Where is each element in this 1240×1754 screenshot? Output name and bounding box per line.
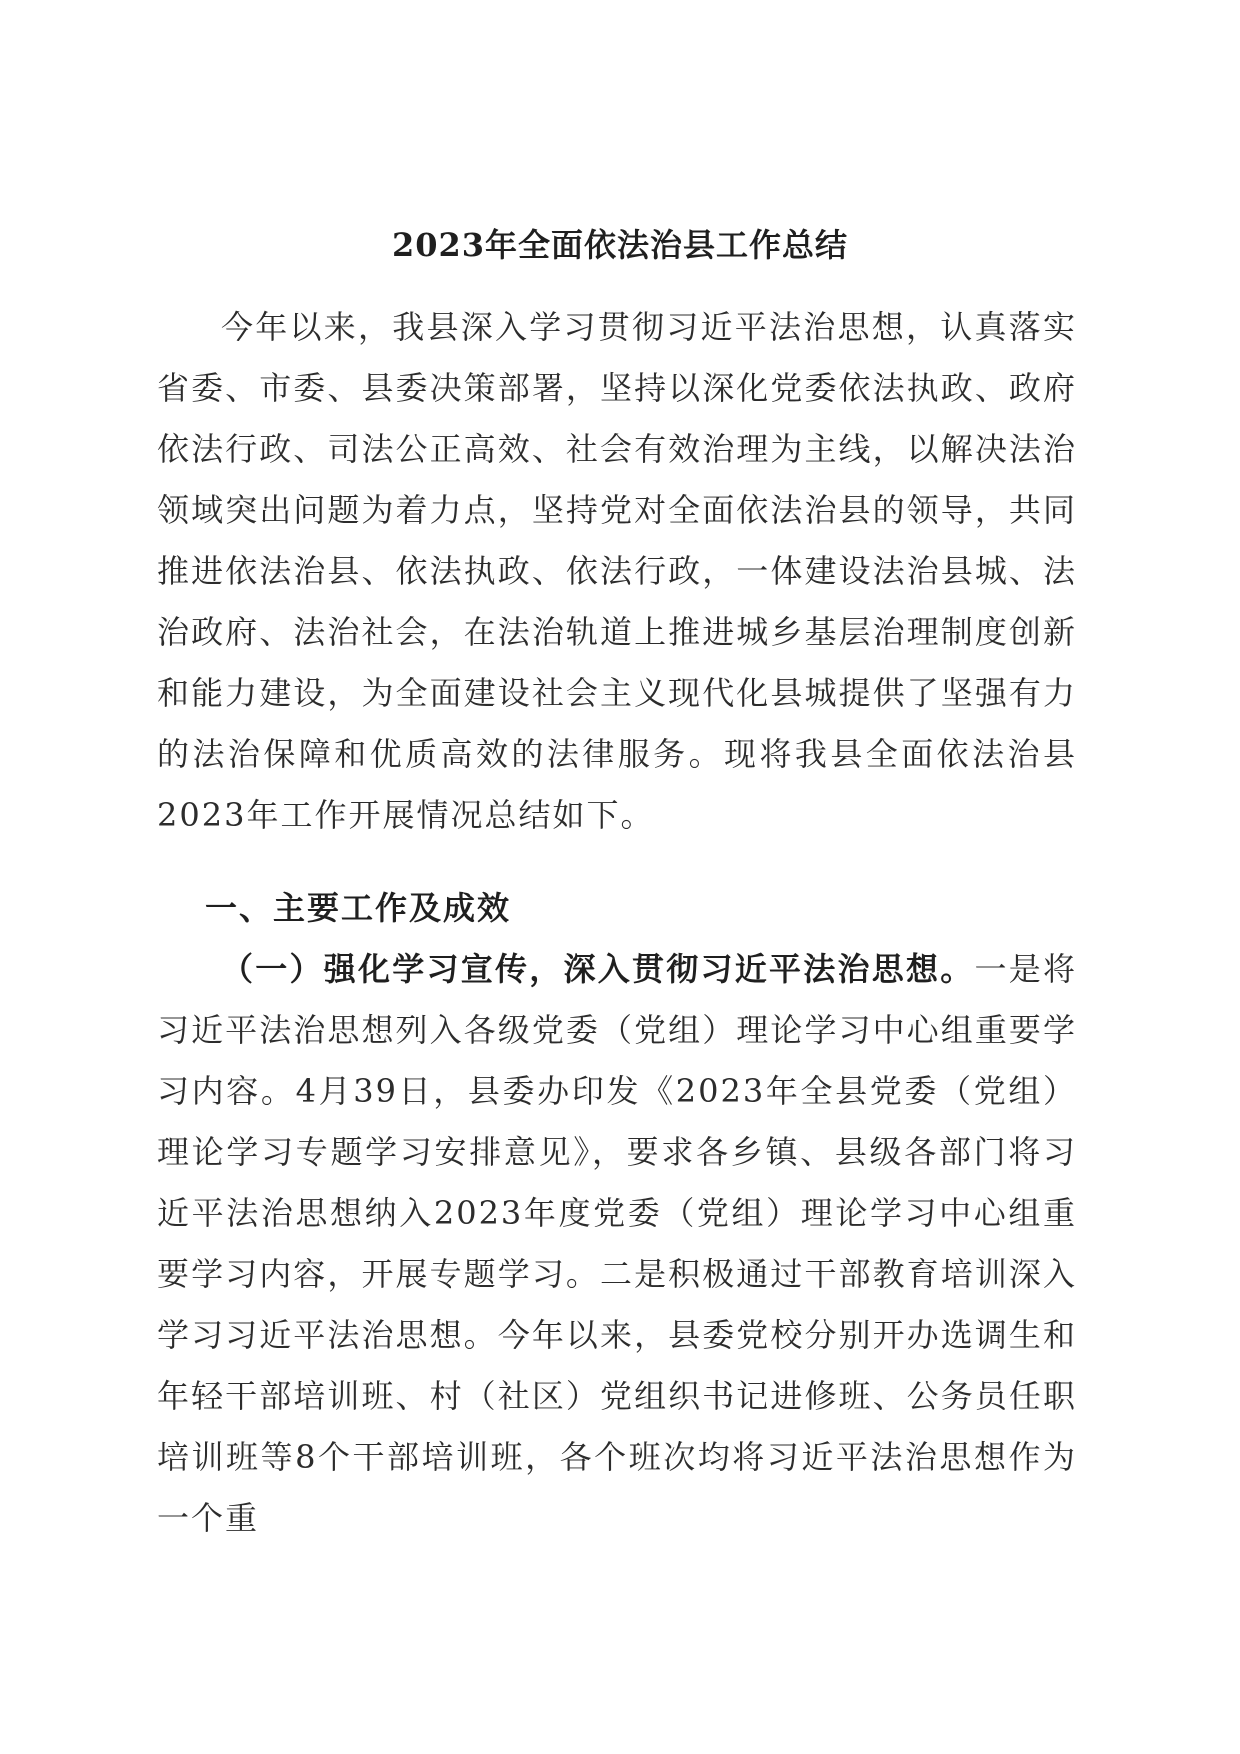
intro-paragraph: 今年以来，我县深入学习贯彻习近平法治思想，认真落实省委、市委、县委决策部署，坚持以深化党委依法执政、政府依法行政、司法公正高效、社会有效治理为主线，以解决法治领域突出问题为着力点，坚持党对全面依法治县的领导，共同推进依法治县、依法执政、依法行政，一体建设法治县城、法治政府、法治社会，在法治轨道上推进城乡基层治理制度创新和能力建设，为全面建设社会主义现代化县城提供了坚强有力的法治保障和优质高效的法律服务。现将我县全面依法治县2023年工作开展情况总结如下。: [157, 308, 1077, 834]
document-title: 2023年全面依法治县工作总结: [391, 226, 849, 264]
subsection-body: 一是将习近平法治思想列入各级党委（党组）理论学习中心组重要学习内容。4月39日，县委办印发《2023年全县党委（党组）理论学习专题学习安排意见》，要求各乡镇、县级各部门将习近平法治思想纳入2023年度党委（党组）理论学习中心组重要学习内容，开展专题学习。二是积极通过干部教育培训深入学习习近平法治思想。今年以来，县委党校分别开办选调生和年轻干部培训班、村（社区）党组织书记进修班、公务员任职培训班等8个干部培训班，各个班次均将习近平法治思想作为一个重: [157, 950, 1077, 1537]
section-heading: 一、主要工作及成效: [205, 889, 512, 927]
subsection-paragraph: [157, 939, 1077, 1549]
subsection-lead: （一）强化学习宣传，深入贯彻习近平法治思想。: [221, 950, 975, 988]
